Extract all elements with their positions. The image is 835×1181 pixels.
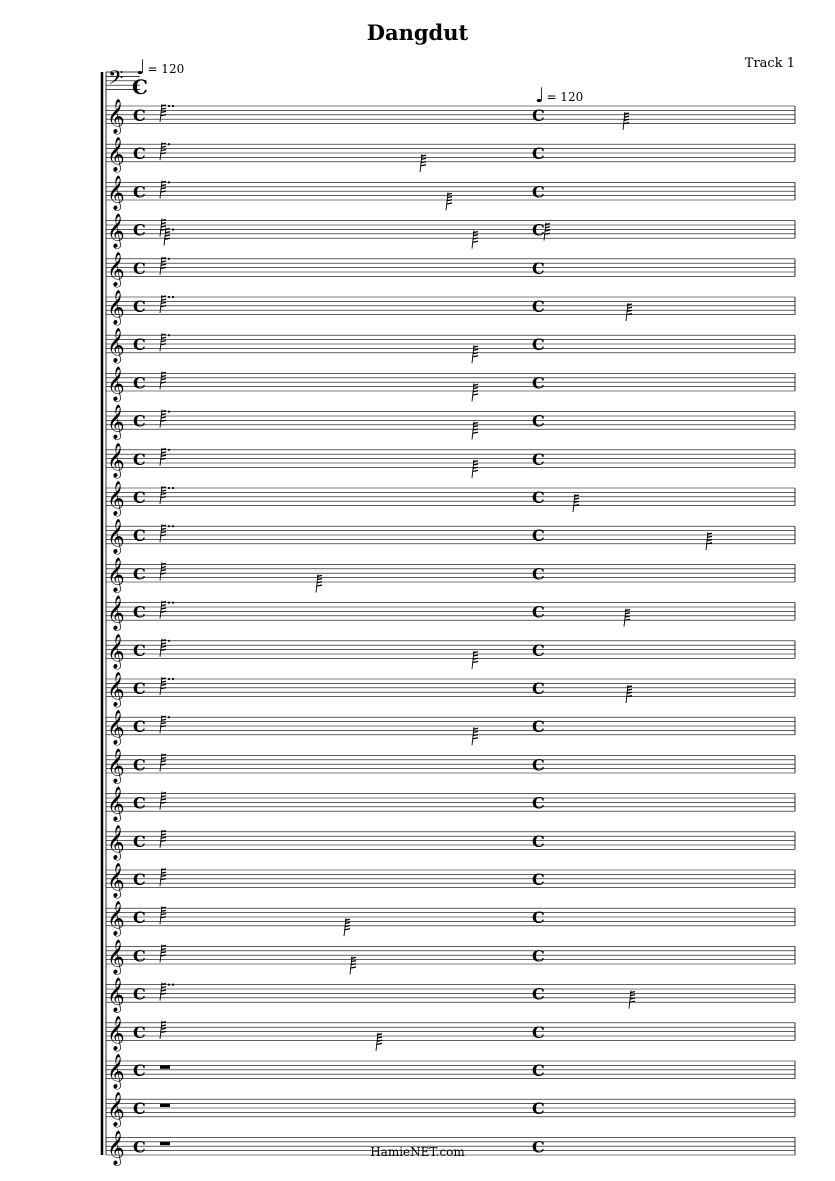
note-flag: [317, 585, 322, 586]
note-flag: [473, 738, 478, 739]
time-signature: C: [133, 946, 146, 966]
note-stem: [420, 154, 422, 172]
time-signature: C: [133, 182, 146, 202]
time-signature: C: [133, 908, 146, 928]
note-flag: [707, 540, 712, 541]
note-flag: [161, 761, 166, 762]
treble-clef-icon: 𝄞: [107, 290, 125, 325]
time-signature: C: [532, 411, 545, 431]
time-signature: C: [532, 220, 545, 240]
time-signature: C: [532, 449, 545, 469]
note-stem: [316, 574, 318, 592]
note-flag: [161, 1028, 166, 1029]
note-stem: [376, 1033, 378, 1051]
note-flag: [345, 929, 350, 930]
bass-time-signature: C: [132, 75, 148, 99]
time-signature: C: [532, 373, 545, 393]
note-dot: [172, 105, 174, 107]
treble-clef-icon: 𝄞: [107, 519, 125, 555]
time-signature: C: [133, 755, 146, 775]
time-signature: C: [532, 870, 545, 889]
whole-rest-mark: [160, 1104, 170, 1107]
note-flag: [473, 241, 478, 242]
quarter-note-icon: ♩: [136, 55, 146, 79]
time-signature: C: [532, 640, 545, 660]
note-flag: [421, 165, 426, 166]
note-dot: [168, 640, 170, 642]
time-signature: C: [532, 297, 545, 316]
time-signature: C: [133, 449, 146, 469]
time-signature: C: [133, 1061, 146, 1080]
time-signature: C: [133, 373, 146, 393]
note-flag: [630, 998, 635, 999]
note-flag: [161, 914, 166, 915]
note-flag: [161, 723, 166, 724]
whole-rest-mark: [160, 1065, 170, 1068]
note-stem: [344, 918, 346, 936]
treble-clef-icon: 𝄞: [107, 404, 125, 440]
note-flag: [161, 111, 166, 112]
note-stem: [472, 231, 474, 249]
note-stem: [350, 956, 352, 974]
time-signature: C: [532, 717, 545, 737]
note-stem: [472, 651, 474, 669]
note-flag: [161, 799, 166, 800]
note-flag: [161, 455, 166, 456]
time-signature: C: [532, 793, 545, 813]
treble-clef-icon: 𝄞: [107, 939, 125, 975]
time-signature: C: [133, 488, 146, 507]
treble-clef-icon: 𝄞: [107, 1130, 125, 1166]
note-dot: [172, 296, 174, 298]
time-signature: C: [133, 1022, 146, 1042]
note-flag: [624, 119, 629, 120]
note-dot: [168, 296, 170, 298]
note-dot: [168, 411, 170, 413]
note-dot: [172, 678, 174, 680]
note-flag: [161, 684, 166, 685]
note-flag: [161, 952, 166, 953]
time-signature: C: [532, 106, 545, 125]
note-flag: [574, 501, 579, 502]
treble-clef-icon: 𝄞: [107, 137, 125, 173]
treble-clef-icon: 𝄞: [107, 328, 125, 364]
treble-clef-icon: 𝄞: [107, 824, 125, 860]
treble-clef-icon: 𝄞: [107, 977, 125, 1013]
treble-clef-icon: 𝄞: [107, 213, 125, 249]
note-flag: [447, 203, 452, 204]
note-dot: [168, 487, 170, 489]
note-flag: [545, 230, 550, 231]
note-stem: [472, 345, 474, 363]
treble-clef-icon: 𝄞: [107, 1054, 125, 1089]
treble-clef-icon: 𝄞: [107, 863, 125, 898]
time-signature: C: [532, 602, 545, 622]
note-flag: [161, 837, 166, 838]
time-signature: C: [133, 106, 146, 125]
time-signature: C: [133, 1137, 146, 1157]
note-dot: [172, 229, 174, 231]
time-signature: C: [532, 488, 545, 507]
note-dot: [168, 449, 170, 451]
note-dot: [172, 984, 174, 986]
time-signature: C: [532, 526, 545, 546]
time-signature: C: [532, 679, 545, 698]
time-signature: C: [532, 144, 545, 164]
treble-clef-icon: 𝄞: [107, 1092, 125, 1128]
time-signature: C: [532, 182, 545, 202]
note-flag: [377, 1043, 382, 1044]
time-signature: C: [133, 526, 146, 546]
note-flag: [161, 150, 166, 151]
time-signature: C: [532, 564, 545, 584]
treble-clef-icon: 𝄞: [107, 710, 125, 746]
note-dot: [168, 258, 170, 260]
time-signature: C: [133, 258, 146, 278]
note-flag: [161, 532, 166, 533]
note-flag: [161, 188, 166, 189]
note-dot: [168, 602, 170, 604]
note-flag: [351, 967, 356, 968]
note-stem: [472, 383, 474, 401]
note-dot: [172, 602, 174, 604]
quarter-note-icon: ♩: [535, 83, 545, 107]
time-signature: C: [133, 984, 146, 1004]
bass-clef-icon: 𝄢: [108, 66, 124, 94]
note-stem: [472, 727, 474, 745]
note-flag: [473, 470, 478, 471]
time-signature: C: [133, 1099, 146, 1119]
time-signature: C: [133, 870, 146, 889]
treble-clef-icon: 𝄞: [107, 595, 125, 631]
treble-clef-icon: 𝄞: [107, 175, 125, 211]
note-flag: [161, 341, 166, 342]
note-dot: [168, 334, 170, 336]
note-flag: [161, 302, 166, 303]
time-signature: C: [532, 1022, 545, 1042]
note-flag: [161, 493, 166, 494]
note-stem: [472, 422, 474, 440]
time-signature: C: [532, 831, 545, 851]
note-stem: [164, 228, 166, 246]
time-signature: C: [532, 755, 545, 775]
note-dot: [168, 143, 170, 145]
score-title: Dangdut: [366, 20, 469, 45]
time-signature: C: [532, 1061, 545, 1080]
note-flag: [165, 235, 170, 236]
time-signature: C: [133, 335, 146, 355]
tempo-text: = 120: [546, 90, 584, 104]
note-stem: [472, 460, 474, 478]
note-flag: [627, 310, 632, 311]
time-signature: C: [133, 640, 146, 660]
note-flag: [161, 264, 166, 265]
note-flag: [161, 570, 166, 571]
treble-clef-icon: 𝄞: [107, 748, 125, 784]
treble-clef-icon: 𝄞: [107, 99, 125, 134]
time-signature: C: [532, 908, 545, 928]
note-flag: [627, 692, 632, 693]
note-dot: [168, 984, 170, 986]
note-flag: [161, 226, 166, 227]
time-signature: C: [133, 793, 146, 813]
treble-clef-icon: 𝄞: [107, 481, 125, 516]
note-dot: [172, 487, 174, 489]
time-signature: C: [133, 602, 146, 622]
note-flag: [473, 432, 478, 433]
time-signature: C: [133, 679, 146, 698]
note-flag: [473, 356, 478, 357]
treble-clef-icon: 𝄞: [107, 1015, 125, 1051]
note-stem: [446, 192, 448, 210]
time-signature: C: [133, 220, 146, 240]
note-flag: [625, 616, 630, 617]
time-signature: C: [532, 946, 545, 966]
time-signature: C: [133, 411, 146, 431]
note-flag: [161, 875, 166, 876]
treble-clef-icon: 𝄞: [107, 557, 125, 593]
time-signature: C: [532, 258, 545, 278]
treble-clef-icon: 𝄞: [107, 672, 125, 707]
publisher-footer: HamieNET.com: [370, 1145, 465, 1159]
time-signature: C: [133, 717, 146, 737]
time-signature: C: [532, 984, 545, 1004]
treble-clef-icon: 𝄞: [107, 633, 125, 669]
note-dot: [168, 678, 170, 680]
time-signature: C: [532, 1137, 545, 1157]
note-dot: [168, 181, 170, 183]
note-flag: [473, 661, 478, 662]
track-label: Track 1: [744, 56, 795, 71]
tempo-text: = 120: [147, 62, 185, 76]
time-signature: C: [133, 831, 146, 851]
time-signature: C: [133, 144, 146, 164]
note-flag: [161, 608, 166, 609]
note-dot: [168, 716, 170, 718]
note-dot: [168, 105, 170, 107]
time-signature: C: [133, 564, 146, 584]
time-signature: C: [532, 1099, 545, 1119]
treble-clef-icon: 𝄞: [107, 901, 125, 937]
time-signature: C: [133, 297, 146, 316]
note-flag: [161, 417, 166, 418]
note-flag: [161, 646, 166, 647]
note-flag: [161, 379, 166, 380]
treble-clef-icon: 𝄞: [107, 366, 125, 402]
note-flag: [161, 990, 166, 991]
treble-clef-icon: 𝄞: [107, 442, 125, 478]
note-dot: [172, 525, 174, 527]
time-signature: C: [532, 335, 545, 355]
treble-clef-icon: 𝄞: [107, 251, 125, 287]
note-dot: [168, 525, 170, 527]
note-flag: [473, 394, 478, 395]
treble-clef-icon: 𝄞: [107, 786, 125, 822]
